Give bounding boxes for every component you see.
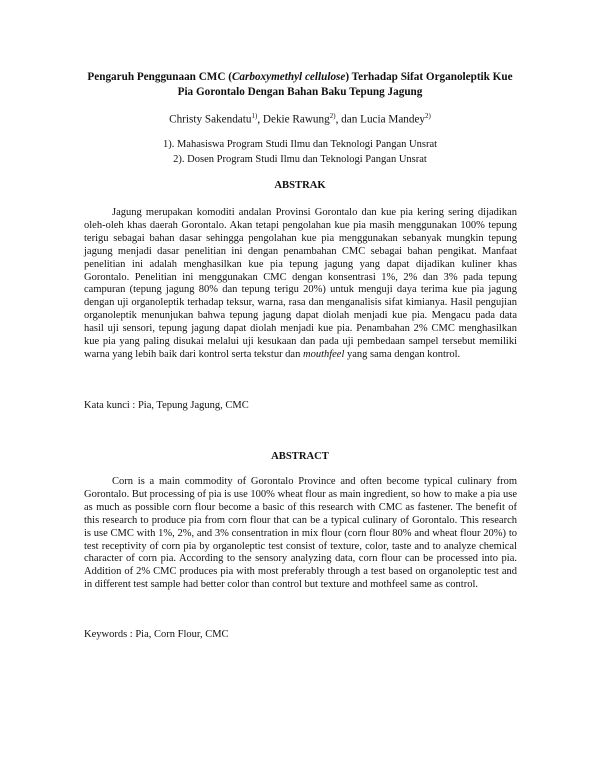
author-list	[60, 109, 540, 127]
author-1-mark: 1)	[251, 112, 258, 120]
title-line1-italic: Carboxymethyl cellulose	[231, 71, 346, 83]
affiliation-1: 1). Mahasiswa Program Studi Ilmu dan Teknologi Pangan Unsrat	[162, 139, 438, 150]
title-line1-start: Pengaruh Penggunaan CMC (	[87, 71, 232, 83]
affiliations	[60, 138, 540, 167]
author-1: Christy Sakendatu	[169, 113, 252, 126]
author-2-mark: 2)	[329, 112, 336, 120]
abstrak-heading: ABSTRAK	[274, 180, 326, 191]
affiliation-2: 2). Dosen Program Studi Ilmu dan Teknologi Pangan Unsrat	[173, 153, 427, 165]
abstract-text: Corn is a main commodity of Gorontalo Province and often become typical culinary from Gorontalo. But processing of pia is use 100% wheat flour as main ingredient, so how to make a pia use as much as possible corn flour become a basic of this research with CMC as fastener. The benefit of this research to produce pia from corn flour that can be a typical culinary of Gorontalo. This research is use CMC with 1%, 2%, and 3% consentration in mix flour (corn flour 80% and wheat flour 20%) to test receptivity of corn pia by organoleptic test consist of texture, color, taste and to analyze chemical character of corn pia. According to the sensory analyzing data, corn flour can be processed into pia. Addition of 2% CMC produces pia with most preferably through a test based on organoleptic test and in different test sample had better color than control but texture and mothfeel same as control.	[84, 476, 517, 591]
author-3: , dan Lucia Mandey	[335, 113, 426, 126]
paper-title	[60, 70, 540, 100]
abstrak-italic-term: mouthfeel	[302, 348, 345, 360]
author-3-mark: 2)	[425, 112, 431, 120]
abstrak-text-end: yang sama dengan kontrol.	[344, 348, 461, 360]
title-line2: Pia Gorontalo Dengan Bahan Baku Tepung Jagung	[177, 86, 423, 98]
abstract-body	[84, 476, 517, 592]
abstrak-text: Jagung merupakan komoditi andalan Provinsi Gorontalo dan kue pia kering sering dijadikan oleh-oleh khas daerah Gorontalo. Akan tetapi pengolahan kue pia masih menggunakan 100% tepung terigu sebagai bahan dasar sehingga pengolahan kue pia menggunakan sebanyak mungkin tepung jagung menjadi dasar penelitian ini dengan penambahan CMC sebagai bahan pengikat. Manfaat penelitian ini adalah menghasilkan kue pia tepung jagung yang dapat dijadikan kuliner khas Gorontalo. Penelitian ini menggunakan CMC dengan konsentrasi 1%, 2% dan 3% pada tepung campuran (tepung jagung 80% dan tepung terigu 20%) untuk menguji daya terima kue pia jagung dengan uji organoleptik terhadap teksur, warna, rasa dan menganalisis sifat kimianya. Hasil pengujian organoleptik menunjukan bahwa tepung jagung dapat diolah menjadi kue pia. Mengacu pada data hasil uji sensori, tepung jagung dapat diolah menjadi kue pia. Penambahan 2% CMC menghasilkan kue pia yang paling disukai melalui uji kesukaan dan pada uji pembedaan sampel tersebut memiliki warna yang lebih baik dari kontrol serta tekstur dan	[84, 207, 517, 360]
abstrak-body	[84, 207, 517, 362]
abstract-heading: ABSTRACT	[271, 451, 329, 462]
author-2: , Dekie Rawung	[257, 113, 330, 126]
title-line1-end: ) Terhadap Sifat Organoleptik Kue	[345, 71, 513, 83]
kata-kunci: Kata kunci : Pia, Tepung Jagung, CMC	[84, 400, 249, 411]
keywords: Keywords : Pia, Corn Flour, CMC	[84, 629, 229, 640]
